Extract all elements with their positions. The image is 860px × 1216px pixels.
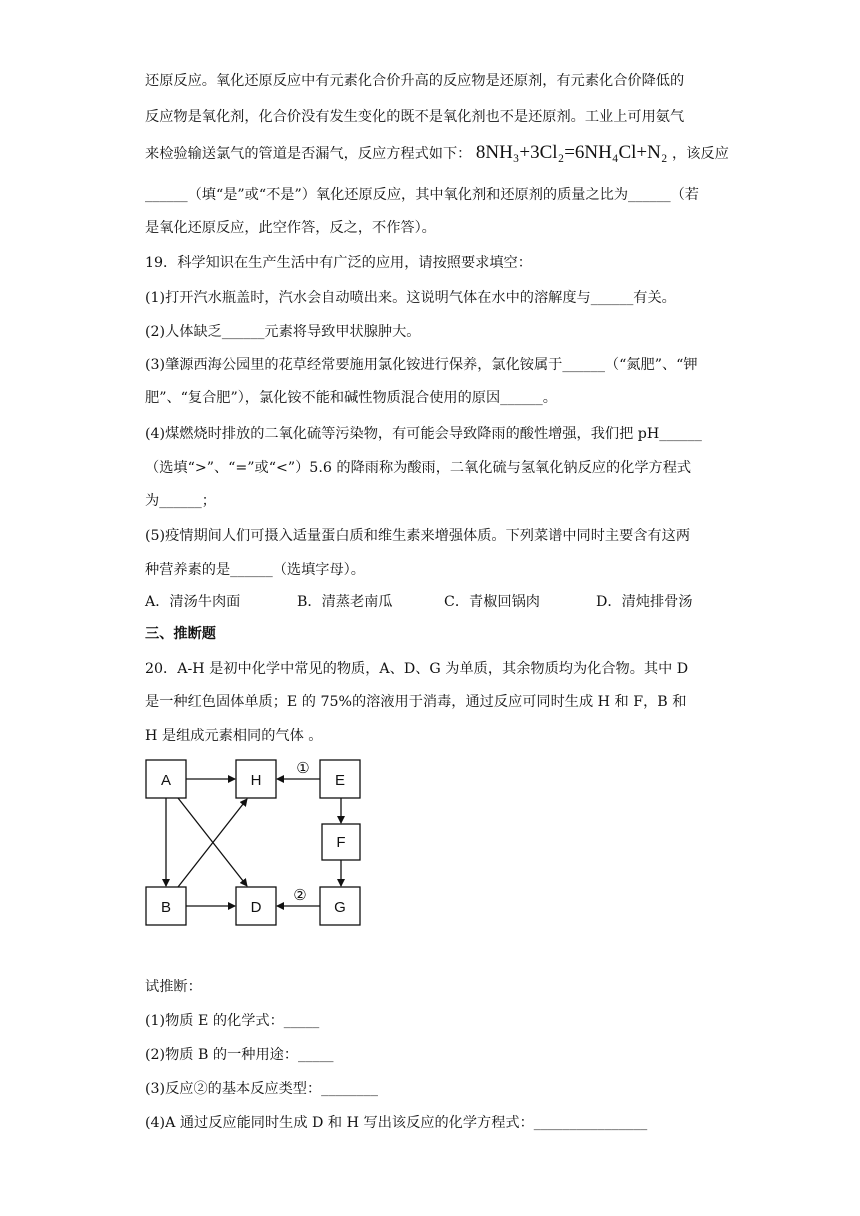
q19-part-4-line-1: (4)煤燃烧时排放的二氧化硫等污染物，有可能会导致降雨的酸性增强，我们把 pH______ xyxy=(145,426,702,442)
q19-part-1: (1)打开汽水瓶盖时，汽水会自动喷出来。这说明气体在水中的溶解度与______有关。 xyxy=(145,290,676,306)
inference-diagram xyxy=(140,752,380,932)
q19-stem: 19．科学知识在生产生活中有广泛的应用，请按照要求填空： xyxy=(145,255,532,271)
option-a: A．清汤牛肉面 xyxy=(145,594,241,610)
q19-part-4-line-3: 为______； xyxy=(145,493,216,509)
node-g-label: G xyxy=(334,899,346,916)
q19-part-3-line-2: 肥”、“复合肥”），氯化铵不能和碱性物质混合使用的原因______。 xyxy=(145,390,557,406)
q19-options xyxy=(145,592,693,612)
q20-sub-3: (3)反应②的基本反应类型：________ xyxy=(145,1081,378,1097)
q19-part-4-line-2: （选填“>”、“=”或“<”）5.6 的降雨称为酸雨，二氧化硫与氢氧化钠反应的化学方程式 xyxy=(145,460,692,476)
intro-line-4: ______（填“是”或“不是”）氧化还原反应，其中氧化剂和还原剂的质量之比为______（若 xyxy=(145,187,699,203)
q20-sub-1: (1)物质 E 的化学式：_____ xyxy=(145,1013,320,1029)
intro-line-5: 是氧化还原反应，此空作答，反之，不作答）。 xyxy=(145,220,436,236)
q19-part-2: (2)人体缺乏______元素将导致甲状腺肿大。 xyxy=(145,324,421,340)
intro-line-3 xyxy=(145,143,729,164)
node-e-label: E xyxy=(334,772,346,789)
q20-line-3: H 是组成元素相同的气体 。 xyxy=(145,728,323,744)
node-h-label: H xyxy=(250,772,262,789)
q20-line-2: 是一种红色固体单质；E 的 75%的溶液用于消毒，通过反应可同时生成 H 和 F，B 和 xyxy=(145,694,687,710)
q20-sub-4: (4)A 通过反应能同时生成 D 和 H 写出该反应的化学方程式：________________ xyxy=(145,1115,648,1131)
intro-line-2: 反应物是氧化剂，化合价没有发生变化的既不是氧化剂也不是还原剂。工业上可用氨气 xyxy=(145,109,685,125)
reaction-1-marker: ① xyxy=(296,760,310,777)
q19-part-5-line-1: (5)疫情期间人们可摄入适量蛋白质和维生素来增强体质。下列菜谱中同时主要含有这两 xyxy=(145,528,691,544)
q20-line-1: 20．A-H 是初中化学中常见的物质，A、D、G 为单质，其余物质均为化合物。其中 D xyxy=(145,661,689,677)
node-b-label: B xyxy=(160,899,172,916)
intro-line-3-tail: ，该反应 xyxy=(672,146,729,162)
option-c: C．青椒回锅肉 xyxy=(444,594,540,610)
q20-sub-2: (2)物质 B 的一种用途：_____ xyxy=(145,1047,334,1063)
section-title: 三、推断题 xyxy=(145,626,216,642)
ammonia-chlorine-equation: 8NH₃+3Cl₂=6NH₄Cl+N₂ xyxy=(475,142,668,163)
q20-try-prompt: 试推断： xyxy=(145,979,202,995)
intro-line-3-text: 来检验输送氯气的管道是否漏气，反应方程式如下： xyxy=(145,146,472,162)
option-b: B．清蒸老南瓜 xyxy=(297,594,393,610)
option-d: D．清炖排骨汤 xyxy=(596,594,693,610)
node-f-label: F xyxy=(336,834,346,851)
reaction-2-marker: ② xyxy=(293,887,307,904)
node-a-label: A xyxy=(160,772,172,789)
q19-part-5-line-2: 种营养素的是______（选填字母）。 xyxy=(145,562,365,578)
q19-part-3-line-1: (3)肇源西海公园里的花草经常要施用氯化铵进行保养，氯化铵属于______（“氮肥”、“钾 xyxy=(145,357,698,373)
intro-line-1: 还原反应。氧化还原反应中有元素化合价升高的反应物是还原剂，有元素化合价降低的 xyxy=(145,73,685,89)
node-d-label: D xyxy=(250,899,262,916)
